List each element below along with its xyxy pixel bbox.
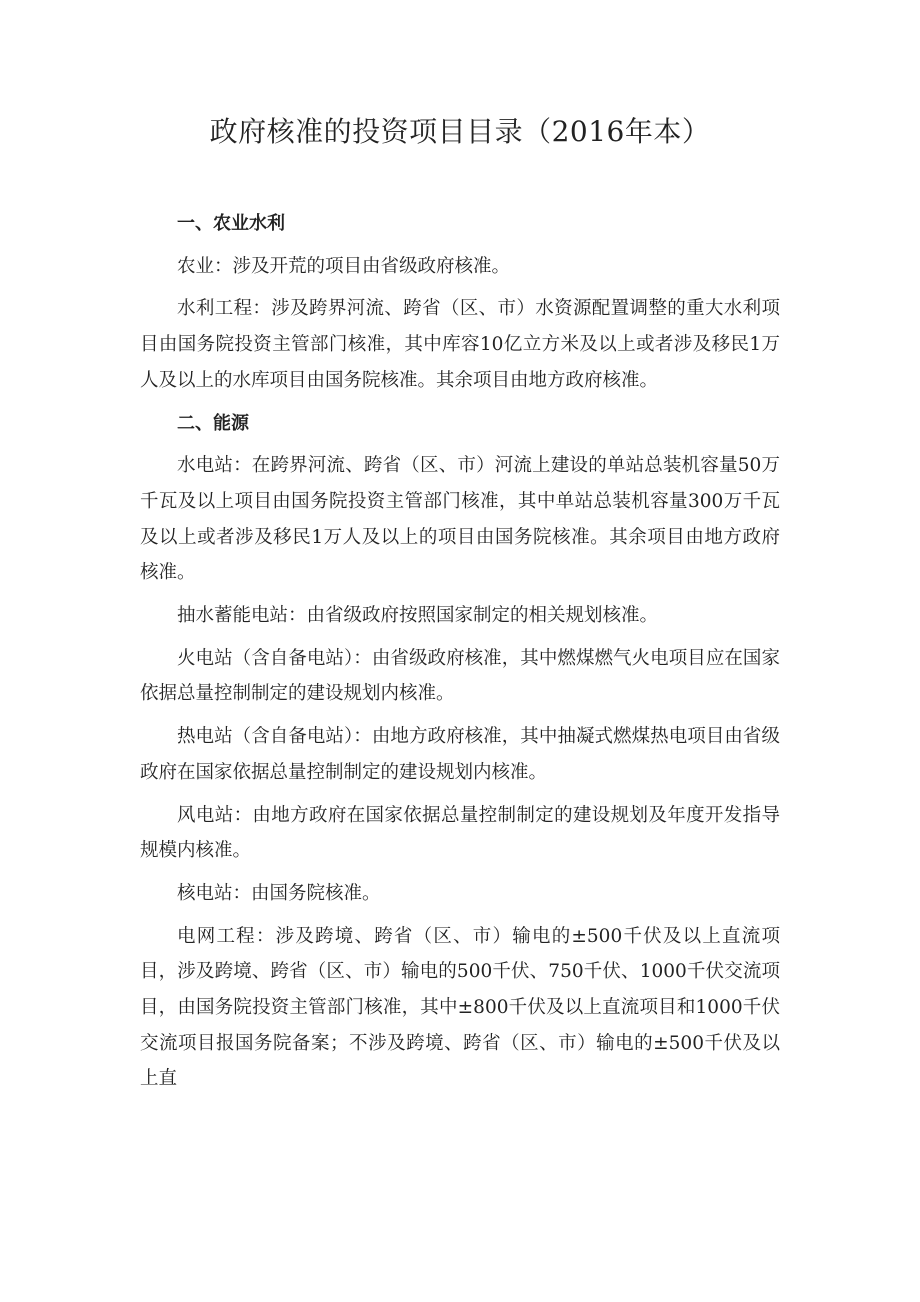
paragraph-agriculture: 农业：涉及开荒的项目由省级政府核准。	[177, 255, 511, 277]
paragraph-hydropower: 水电站：在跨界河流、跨省（区、市）河流上建设的单站总装机容量50万千瓦及以上项目由国务院投资主管部门核准，其中单站总装机容量300万千瓦及以上或者涉及移民1万人及以上的项目由国务院核准。其余项目由地方政府核准。	[140, 455, 780, 584]
paragraph-power-grid: 电网工程：涉及跨境、跨省（区、市）输电的±500千伏及以上直流项目，涉及跨境、跨省（区、市）输电的500千伏、750千伏、1000千伏交流项目，由国务院投资主管部门核准，其中±800千伏及以上直流项目和1000千伏交流项目报国务院备案；不涉及跨境、跨省（区、市）输电的±500千伏及以上直	[140, 925, 780, 1090]
paragraph-wind-power: 风电站：由地方政府在国家依据总量控制制定的建设规划及年度开发指导规模内核准。	[140, 804, 780, 862]
section-heading: 二、能源	[177, 412, 249, 434]
section-agriculture-water	[140, 206, 780, 406]
paragraph-water-conservancy: 水利工程：涉及跨界河流、跨省（区、市）水资源配置调整的重大水利项目由国务院投资主管部门核准，其中库容10亿立方米及以上或者涉及移民1万人及以上的水库项目由国务院核准。其余项目由地方政府核准。	[140, 298, 780, 391]
document-title: 政府核准的投资项目目录（2016年本）	[209, 115, 711, 148]
paragraph-pumped-storage: 抽水蓄能电站：由省级政府按照国家制定的相关规划核准。	[177, 605, 659, 627]
paragraph-nuclear-power: 核电站：由国务院核准。	[177, 882, 381, 904]
document-body	[140, 206, 780, 1104]
paragraph-thermal-power: 火电站（含自备电站）：由省级政府核准，其中燃煤燃气火电项目应在国家依据总量控制制定的建设规划内核准。	[140, 647, 780, 705]
paragraph-cogeneration: 热电站（含自备电站）：由地方政府核准，其中抽凝式燃煤热电项目由省级政府在国家依据总量控制制定的建设规划内核准。	[140, 726, 780, 783]
section-energy	[140, 406, 780, 1105]
section-heading: 一、农业水利	[177, 213, 285, 234]
